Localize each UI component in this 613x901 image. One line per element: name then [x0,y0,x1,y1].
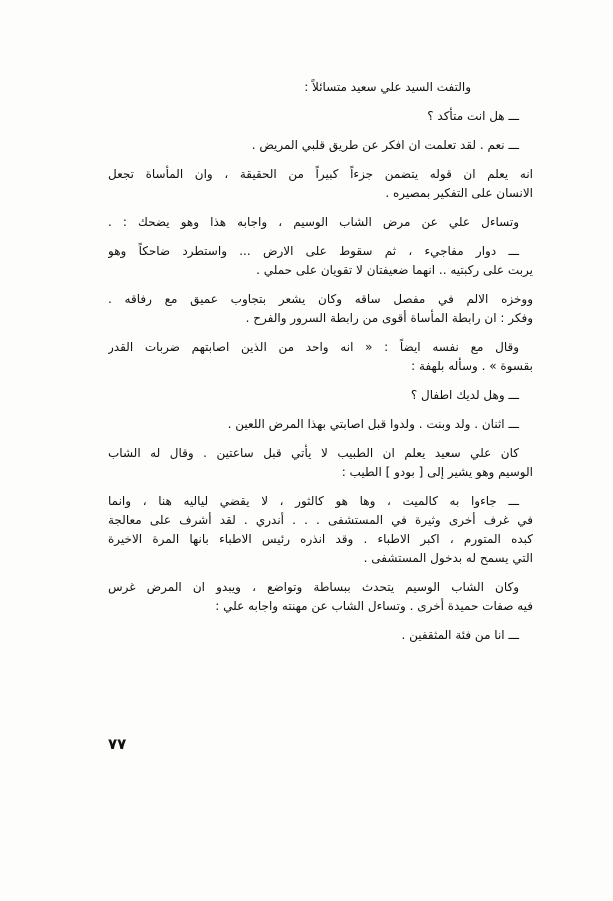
text-line: وكان الشاب الوسيم يتحدث ببساطة وتواضع ، ويبدو ان المرض غرس [108,580,519,594]
text-line: كبده المتورم ، اكبر الاطباء . وقد انذره رئيس الاطباء بانها المرة الاخيرة [108,532,533,546]
text-line: الانسان على التفكير بمصيره . [385,186,533,200]
text-line: الوسيم وهو يشير إلى [ بودو ] الطيب : [341,465,533,479]
line-spacer [108,405,533,415]
text-line: ـــ هل انت متأكد ؟ [427,109,519,123]
line-spacer [108,616,533,626]
line-spacer [108,376,533,386]
line-spacer [108,482,533,492]
text-line: انه يعلم ان قوله يتضمن جزءاً كبيراً من الحقيقة ، وان المأساة تجعل [108,167,533,181]
page-text [108,78,533,645]
text-line: ـــ انا من فئة المثقفين . [401,628,519,642]
text-line: في غرف أخرى وثيرة في المستشفى . . . أندري . لقد أشرف على معالجة [108,513,533,527]
line-spacer [108,232,533,242]
text-line: وفكر : ان رابطة المأساة أقوى من رابطة السرور والفرح . [245,311,533,325]
text-line: ـــ نعم . لقد تعلمت ان افكر عن طريق قلبي المريض . [251,138,519,152]
line-spacer [108,155,533,165]
line-spacer [108,568,533,578]
text-line: بقسوة » . وسأله بلهفة : [411,359,533,373]
line-spacer [108,280,533,290]
line-spacer [108,203,533,213]
text-line: ـــ اثنان . ولد وبنت . ولدوا قبل اصابتي بهذا المرض اللعين . [227,417,519,431]
page-number: ٧٧ [108,735,127,753]
text-line: ـــ جاءوا به كالميت ، وها هو كالثور ، لا يقضي لياليه هنا ، وانما [108,494,519,508]
text-line: فيه صفات حميدة أخرى . وتساءل الشاب عن مهنته واجابه علي : [215,599,533,613]
text-line: ووخزه الالم في مفصل ساقه وكان يشعر بتجاوب عميق مع رفاقه . [108,292,533,306]
line-spacer [108,126,533,136]
text-line: وقال مع نفسه ايضاً : « انه واحد من الذين اصابتهم ضربات القدر [108,340,519,354]
line-spacer [108,97,533,107]
line-spacer [108,328,533,338]
text-line: يربت على ركبتيه .. انهما ضعيفتان لا تقويان على حملي . [256,263,533,277]
text-line: والتفت السيد علي سعيد متسائلاً : [304,80,471,94]
line-spacer [108,434,533,444]
text-line: التي يسمح له بدخول المستشفى . [363,551,533,565]
text-line: وتساءل علي عن مرض الشاب الوسيم ، واجابه هذا وهو يضحك : . [108,215,519,229]
text-line: ـــ وهل لديك اطفال ؟ [410,388,519,402]
text-line: كان علي سعيد يعلم ان الطبيب لا يأتي قبل ساعتين . وقال له الشاب [108,446,519,460]
text-line: ـــ دوار مفاجيء ، ثم سقوط على الارض ... واستطرد ضاحكاً وهو [108,244,519,258]
